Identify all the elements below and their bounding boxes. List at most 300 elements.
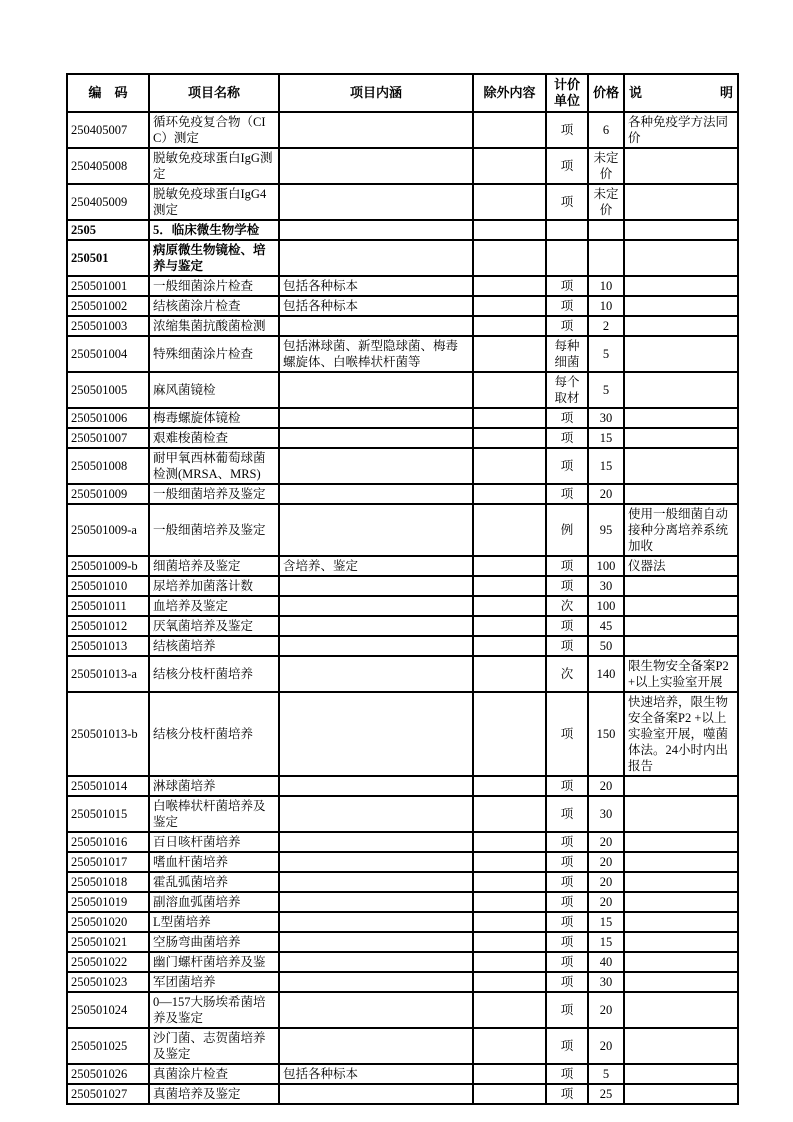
cell-price: 5 (588, 336, 624, 372)
cell-price: 140 (588, 656, 624, 692)
cell-price: 50 (588, 636, 624, 656)
cell-content (279, 616, 473, 636)
cell-content (279, 220, 473, 240)
cell-price: 未定价 (588, 148, 624, 184)
cell-note (624, 148, 738, 184)
cell-code: 250501025 (67, 1028, 149, 1064)
table-row (67, 992, 738, 1028)
cell-content (279, 112, 473, 148)
cell-exclusion (473, 448, 546, 484)
cell-name: 一般细菌培养及鉴定 (149, 504, 279, 556)
cell-content (279, 484, 473, 504)
cell-content (279, 148, 473, 184)
cell-unit: 次 (546, 656, 588, 692)
cell-code: 250501014 (67, 776, 149, 796)
cell-code: 250501021 (67, 932, 149, 952)
cell-name: 尿培养加菌落计数 (149, 576, 279, 596)
cell-name: L型菌培养 (149, 912, 279, 932)
cell-name: 脱敏免疫球蛋白IgG测定 (149, 148, 279, 184)
cell-note (624, 832, 738, 852)
cell-exclusion (473, 148, 546, 184)
table-row (67, 296, 738, 316)
cell-price: 30 (588, 576, 624, 596)
table-row (67, 276, 738, 296)
table-row (67, 184, 738, 220)
col-header-exclusion: 除外内容 (473, 74, 546, 112)
table-row (67, 316, 738, 336)
table-row (67, 1028, 738, 1064)
table-body (67, 112, 738, 1104)
cell-price (588, 240, 624, 276)
cell-unit: 次 (546, 596, 588, 616)
cell-unit: 项 (546, 276, 588, 296)
cell-note (624, 184, 738, 220)
cell-content (279, 576, 473, 596)
table-row (67, 112, 738, 148)
cell-unit: 项 (546, 1064, 588, 1084)
cell-unit: 项 (546, 148, 588, 184)
cell-code: 250405009 (67, 184, 149, 220)
cell-price: 150 (588, 692, 624, 776)
cell-name: 0—157大肠埃希菌培养及鉴定 (149, 992, 279, 1028)
col-header-unit: 计价单位 (546, 74, 588, 112)
col-header-content: 项目内涵 (279, 74, 473, 112)
cell-exclusion (473, 616, 546, 636)
cell-code: 250501023 (67, 972, 149, 992)
table-row (67, 832, 738, 852)
cell-exclusion (473, 240, 546, 276)
cell-unit: 项 (546, 484, 588, 504)
cell-code: 250501001 (67, 276, 149, 296)
cell-exclusion (473, 408, 546, 428)
cell-unit: 项 (546, 296, 588, 316)
cell-content (279, 596, 473, 616)
cell-unit: 例 (546, 504, 588, 556)
table-row (67, 776, 738, 796)
cell-price: 30 (588, 796, 624, 832)
cell-content: 包括淋球菌、新型隐球菌、梅毒螺旋体、白喉棒状杆菌等 (279, 336, 473, 372)
cell-price: 20 (588, 832, 624, 852)
cell-price: 20 (588, 1028, 624, 1064)
cell-price: 6 (588, 112, 624, 148)
cell-exclusion (473, 912, 546, 932)
cell-content (279, 992, 473, 1028)
table-row (67, 336, 738, 372)
cell-content (279, 972, 473, 992)
table-row (67, 892, 738, 912)
cell-exclusion (473, 336, 546, 372)
cell-code: 250405008 (67, 148, 149, 184)
cell-exclusion (473, 1084, 546, 1104)
cell-name: 军团菌培养 (149, 972, 279, 992)
cell-exclusion (473, 276, 546, 296)
cell-name: 脱敏免疫球蛋白IgG4测定 (149, 184, 279, 220)
cell-name: 5．临床微生物学检 (149, 220, 279, 240)
table-row (67, 912, 738, 932)
table-row (67, 372, 738, 408)
cell-code: 250501013-a (67, 656, 149, 692)
cell-price: 40 (588, 952, 624, 972)
cell-note (624, 316, 738, 336)
cell-code: 250501009-a (67, 504, 149, 556)
cell-price: 20 (588, 852, 624, 872)
cell-unit: 项 (546, 776, 588, 796)
cell-unit: 项 (546, 616, 588, 636)
cell-note (624, 372, 738, 408)
cell-price: 15 (588, 912, 624, 932)
cell-name: 淋球菌培养 (149, 776, 279, 796)
cell-exclusion (473, 656, 546, 692)
table-row (67, 576, 738, 596)
table-header (67, 74, 738, 112)
cell-note (624, 428, 738, 448)
cell-name: 幽门螺杆菌培养及鉴 (149, 952, 279, 972)
cell-name: 耐甲氧西林葡萄球菌检测(MRSA、MRS) (149, 448, 279, 484)
cell-name: 结核菌培养 (149, 636, 279, 656)
cell-code: 250501013-b (67, 692, 149, 776)
cell-code: 250501024 (67, 992, 149, 1028)
cell-unit: 项 (546, 852, 588, 872)
cell-unit: 项 (546, 448, 588, 484)
cell-note (624, 892, 738, 912)
cell-price: 10 (588, 296, 624, 316)
cell-exclusion (473, 992, 546, 1028)
cell-price: 25 (588, 1084, 624, 1104)
cell-content: 包括各种标本 (279, 296, 473, 316)
cell-exclusion (473, 1028, 546, 1064)
cell-note (624, 1028, 738, 1064)
cell-unit: 项 (546, 912, 588, 932)
cell-note (624, 992, 738, 1028)
cell-name: 沙门菌、志贺菌培养及鉴定 (149, 1028, 279, 1064)
table-row (67, 616, 738, 636)
cell-note (624, 484, 738, 504)
cell-price: 5 (588, 1064, 624, 1084)
cell-name: 真菌涂片检查 (149, 1064, 279, 1084)
table-row (67, 852, 738, 872)
cell-note (624, 240, 738, 276)
cell-exclusion (473, 1064, 546, 1084)
cell-unit: 项 (546, 872, 588, 892)
col-header-price: 价格 (588, 74, 624, 112)
cell-code: 250501004 (67, 336, 149, 372)
cell-note (624, 972, 738, 992)
cell-price: 15 (588, 932, 624, 952)
cell-code: 250501026 (67, 1064, 149, 1084)
cell-unit (546, 240, 588, 276)
cell-note: 各种免疫学方法同价 (624, 112, 738, 148)
cell-name: 一般细菌培养及鉴定 (149, 484, 279, 504)
cell-price: 30 (588, 408, 624, 428)
cell-price: 20 (588, 776, 624, 796)
cell-code: 250501019 (67, 892, 149, 912)
cell-price: 45 (588, 616, 624, 636)
table-row (67, 408, 738, 428)
cell-code: 250501006 (67, 408, 149, 428)
table-row (67, 636, 738, 656)
cell-exclusion (473, 556, 546, 576)
col-header-name: 项目名称 (149, 74, 279, 112)
header-row (67, 74, 738, 112)
cell-content (279, 504, 473, 556)
cell-content (279, 892, 473, 912)
cell-code: 250501027 (67, 1084, 149, 1104)
cell-exclusion (473, 832, 546, 852)
cell-note (624, 1084, 738, 1104)
cell-note (624, 872, 738, 892)
table-row (67, 972, 738, 992)
cell-name: 空肠弯曲菌培养 (149, 932, 279, 952)
cell-note (624, 296, 738, 316)
cell-exclusion (473, 852, 546, 872)
price-table (66, 73, 739, 1105)
cell-content (279, 1084, 473, 1104)
cell-unit: 项 (546, 692, 588, 776)
cell-name: 麻风菌镜检 (149, 372, 279, 408)
cell-code: 250501012 (67, 616, 149, 636)
table-row (67, 220, 738, 240)
cell-name: 白喉棒状杆菌培养及鉴定 (149, 796, 279, 832)
cell-exclusion (473, 932, 546, 952)
cell-price: 30 (588, 972, 624, 992)
cell-content: 含培养、鉴定 (279, 556, 473, 576)
cell-name: 嗜血杆菌培养 (149, 852, 279, 872)
cell-exclusion (473, 776, 546, 796)
cell-unit: 每种细菌 (546, 336, 588, 372)
cell-content (279, 872, 473, 892)
cell-exclusion (473, 576, 546, 596)
cell-code: 250501020 (67, 912, 149, 932)
cell-exclusion (473, 428, 546, 448)
cell-code: 250501007 (67, 428, 149, 448)
col-header-code: 编 码 (67, 74, 149, 112)
cell-code: 250501013 (67, 636, 149, 656)
cell-note (624, 276, 738, 296)
cell-note (624, 776, 738, 796)
cell-note: 快速培养，限生物安全备案P2 +以上实验室开展，噬菌体法。24小时内出报告 (624, 692, 738, 776)
cell-unit: 项 (546, 832, 588, 852)
cell-exclusion (473, 220, 546, 240)
cell-note (624, 448, 738, 484)
table-row (67, 932, 738, 952)
cell-code: 250501009 (67, 484, 149, 504)
table-row (67, 484, 738, 504)
cell-unit: 项 (546, 576, 588, 596)
cell-content (279, 776, 473, 796)
cell-code: 250501003 (67, 316, 149, 336)
note-header-inner (627, 85, 735, 101)
cell-name: 细菌培养及鉴定 (149, 556, 279, 576)
cell-name: 结核菌涂片检查 (149, 296, 279, 316)
table-row (67, 1064, 738, 1084)
cell-code: 250405007 (67, 112, 149, 148)
cell-code: 250501022 (67, 952, 149, 972)
cell-content (279, 240, 473, 276)
cell-name: 循环免疫复合物（CIC）测定 (149, 112, 279, 148)
cell-exclusion (473, 112, 546, 148)
table-row (67, 1084, 738, 1104)
cell-unit: 项 (546, 1028, 588, 1064)
cell-code: 250501017 (67, 852, 149, 872)
cell-price: 95 (588, 504, 624, 556)
cell-note (624, 616, 738, 636)
cell-unit: 项 (546, 184, 588, 220)
cell-note (624, 1064, 738, 1084)
cell-code: 250501005 (67, 372, 149, 408)
cell-price: 100 (588, 556, 624, 576)
cell-name: 一般细菌涂片检查 (149, 276, 279, 296)
cell-code: 250501008 (67, 448, 149, 484)
cell-exclusion (473, 892, 546, 912)
cell-code: 250501002 (67, 296, 149, 316)
table-row (67, 556, 738, 576)
cell-content: 包括各种标本 (279, 1064, 473, 1084)
cell-code: 250501011 (67, 596, 149, 616)
cell-note (624, 912, 738, 932)
cell-exclusion (473, 484, 546, 504)
cell-code: 250501010 (67, 576, 149, 596)
cell-content (279, 184, 473, 220)
cell-price: 20 (588, 872, 624, 892)
cell-content (279, 408, 473, 428)
cell-unit (546, 220, 588, 240)
cell-note (624, 636, 738, 656)
cell-code: 250501 (67, 240, 149, 276)
table-row (67, 692, 738, 776)
cell-code: 2505 (67, 220, 149, 240)
cell-content (279, 656, 473, 692)
cell-content (279, 952, 473, 972)
cell-name: 浓缩集菌抗酸菌检测 (149, 316, 279, 336)
cell-note (624, 408, 738, 428)
cell-name: 霍乱弧菌培养 (149, 872, 279, 892)
cell-note (624, 220, 738, 240)
cell-name: 血培养及鉴定 (149, 596, 279, 616)
cell-name: 梅毒螺旋体镜检 (149, 408, 279, 428)
cell-price: 未定价 (588, 184, 624, 220)
cell-price: 100 (588, 596, 624, 616)
cell-exclusion (473, 316, 546, 336)
cell-unit: 项 (546, 992, 588, 1028)
table-row (67, 240, 738, 276)
cell-note (624, 336, 738, 372)
cell-content (279, 932, 473, 952)
cell-exclusion (473, 504, 546, 556)
note-header-left: 说 (629, 85, 643, 100)
cell-name: 艰难梭菌检查 (149, 428, 279, 448)
cell-exclusion (473, 636, 546, 656)
cell-name: 结核分枝杆菌培养 (149, 692, 279, 776)
cell-name: 副溶血弧菌培养 (149, 892, 279, 912)
cell-exclusion (473, 692, 546, 776)
table-row (67, 596, 738, 616)
cell-exclusion (473, 952, 546, 972)
table-row (67, 148, 738, 184)
cell-exclusion (473, 596, 546, 616)
cell-content (279, 692, 473, 776)
cell-content (279, 1028, 473, 1064)
table-row (67, 656, 738, 692)
cell-note: 仪器法 (624, 556, 738, 576)
cell-content (279, 832, 473, 852)
table-row (67, 428, 738, 448)
cell-exclusion (473, 872, 546, 892)
table-row (67, 952, 738, 972)
cell-price: 2 (588, 316, 624, 336)
cell-exclusion (473, 796, 546, 832)
cell-name: 病原微生物镜检、培养与鉴定 (149, 240, 279, 276)
cell-content (279, 912, 473, 932)
cell-unit: 项 (546, 892, 588, 912)
cell-name: 结核分枝杆菌培养 (149, 656, 279, 692)
cell-unit: 项 (546, 112, 588, 148)
cell-content (279, 448, 473, 484)
cell-price: 20 (588, 484, 624, 504)
table-row (67, 448, 738, 484)
cell-price: 10 (588, 276, 624, 296)
cell-exclusion (473, 972, 546, 992)
cell-exclusion (473, 184, 546, 220)
cell-price: 5 (588, 372, 624, 408)
cell-code: 250501016 (67, 832, 149, 852)
cell-content (279, 636, 473, 656)
cell-unit: 项 (546, 796, 588, 832)
cell-code: 250501015 (67, 796, 149, 832)
cell-note (624, 596, 738, 616)
cell-price: 20 (588, 892, 624, 912)
cell-unit: 项 (546, 316, 588, 336)
cell-content (279, 428, 473, 448)
cell-note: 使用一般细菌自动接种分离培养系统加收 (624, 504, 738, 556)
col-header-note (624, 74, 738, 112)
cell-unit: 每个取材 (546, 372, 588, 408)
cell-unit: 项 (546, 556, 588, 576)
cell-note (624, 576, 738, 596)
cell-content (279, 372, 473, 408)
cell-note: 限生物安全备案P2 +以上实验室开展 (624, 656, 738, 692)
cell-exclusion (473, 296, 546, 316)
cell-note (624, 932, 738, 952)
cell-unit: 项 (546, 932, 588, 952)
cell-name: 特殊细菌涂片检查 (149, 336, 279, 372)
table-row (67, 504, 738, 556)
cell-code: 250501018 (67, 872, 149, 892)
table-row (67, 872, 738, 892)
table-row (67, 796, 738, 832)
cell-name: 真菌培养及鉴定 (149, 1084, 279, 1104)
cell-unit: 项 (546, 1084, 588, 1104)
cell-code: 250501009-b (67, 556, 149, 576)
cell-price: 15 (588, 448, 624, 484)
cell-content: 包括各种标本 (279, 276, 473, 296)
cell-unit: 项 (546, 952, 588, 972)
cell-unit: 项 (546, 636, 588, 656)
cell-content (279, 852, 473, 872)
note-header-right: 明 (719, 85, 733, 100)
cell-unit: 项 (546, 408, 588, 428)
cell-content (279, 796, 473, 832)
cell-price (588, 220, 624, 240)
cell-exclusion (473, 372, 546, 408)
cell-unit: 项 (546, 972, 588, 992)
cell-unit: 项 (546, 428, 588, 448)
cell-price: 15 (588, 428, 624, 448)
cell-name: 百日咳杆菌培养 (149, 832, 279, 852)
cell-price: 20 (588, 992, 624, 1028)
cell-note (624, 952, 738, 972)
cell-note (624, 852, 738, 872)
cell-note (624, 796, 738, 832)
